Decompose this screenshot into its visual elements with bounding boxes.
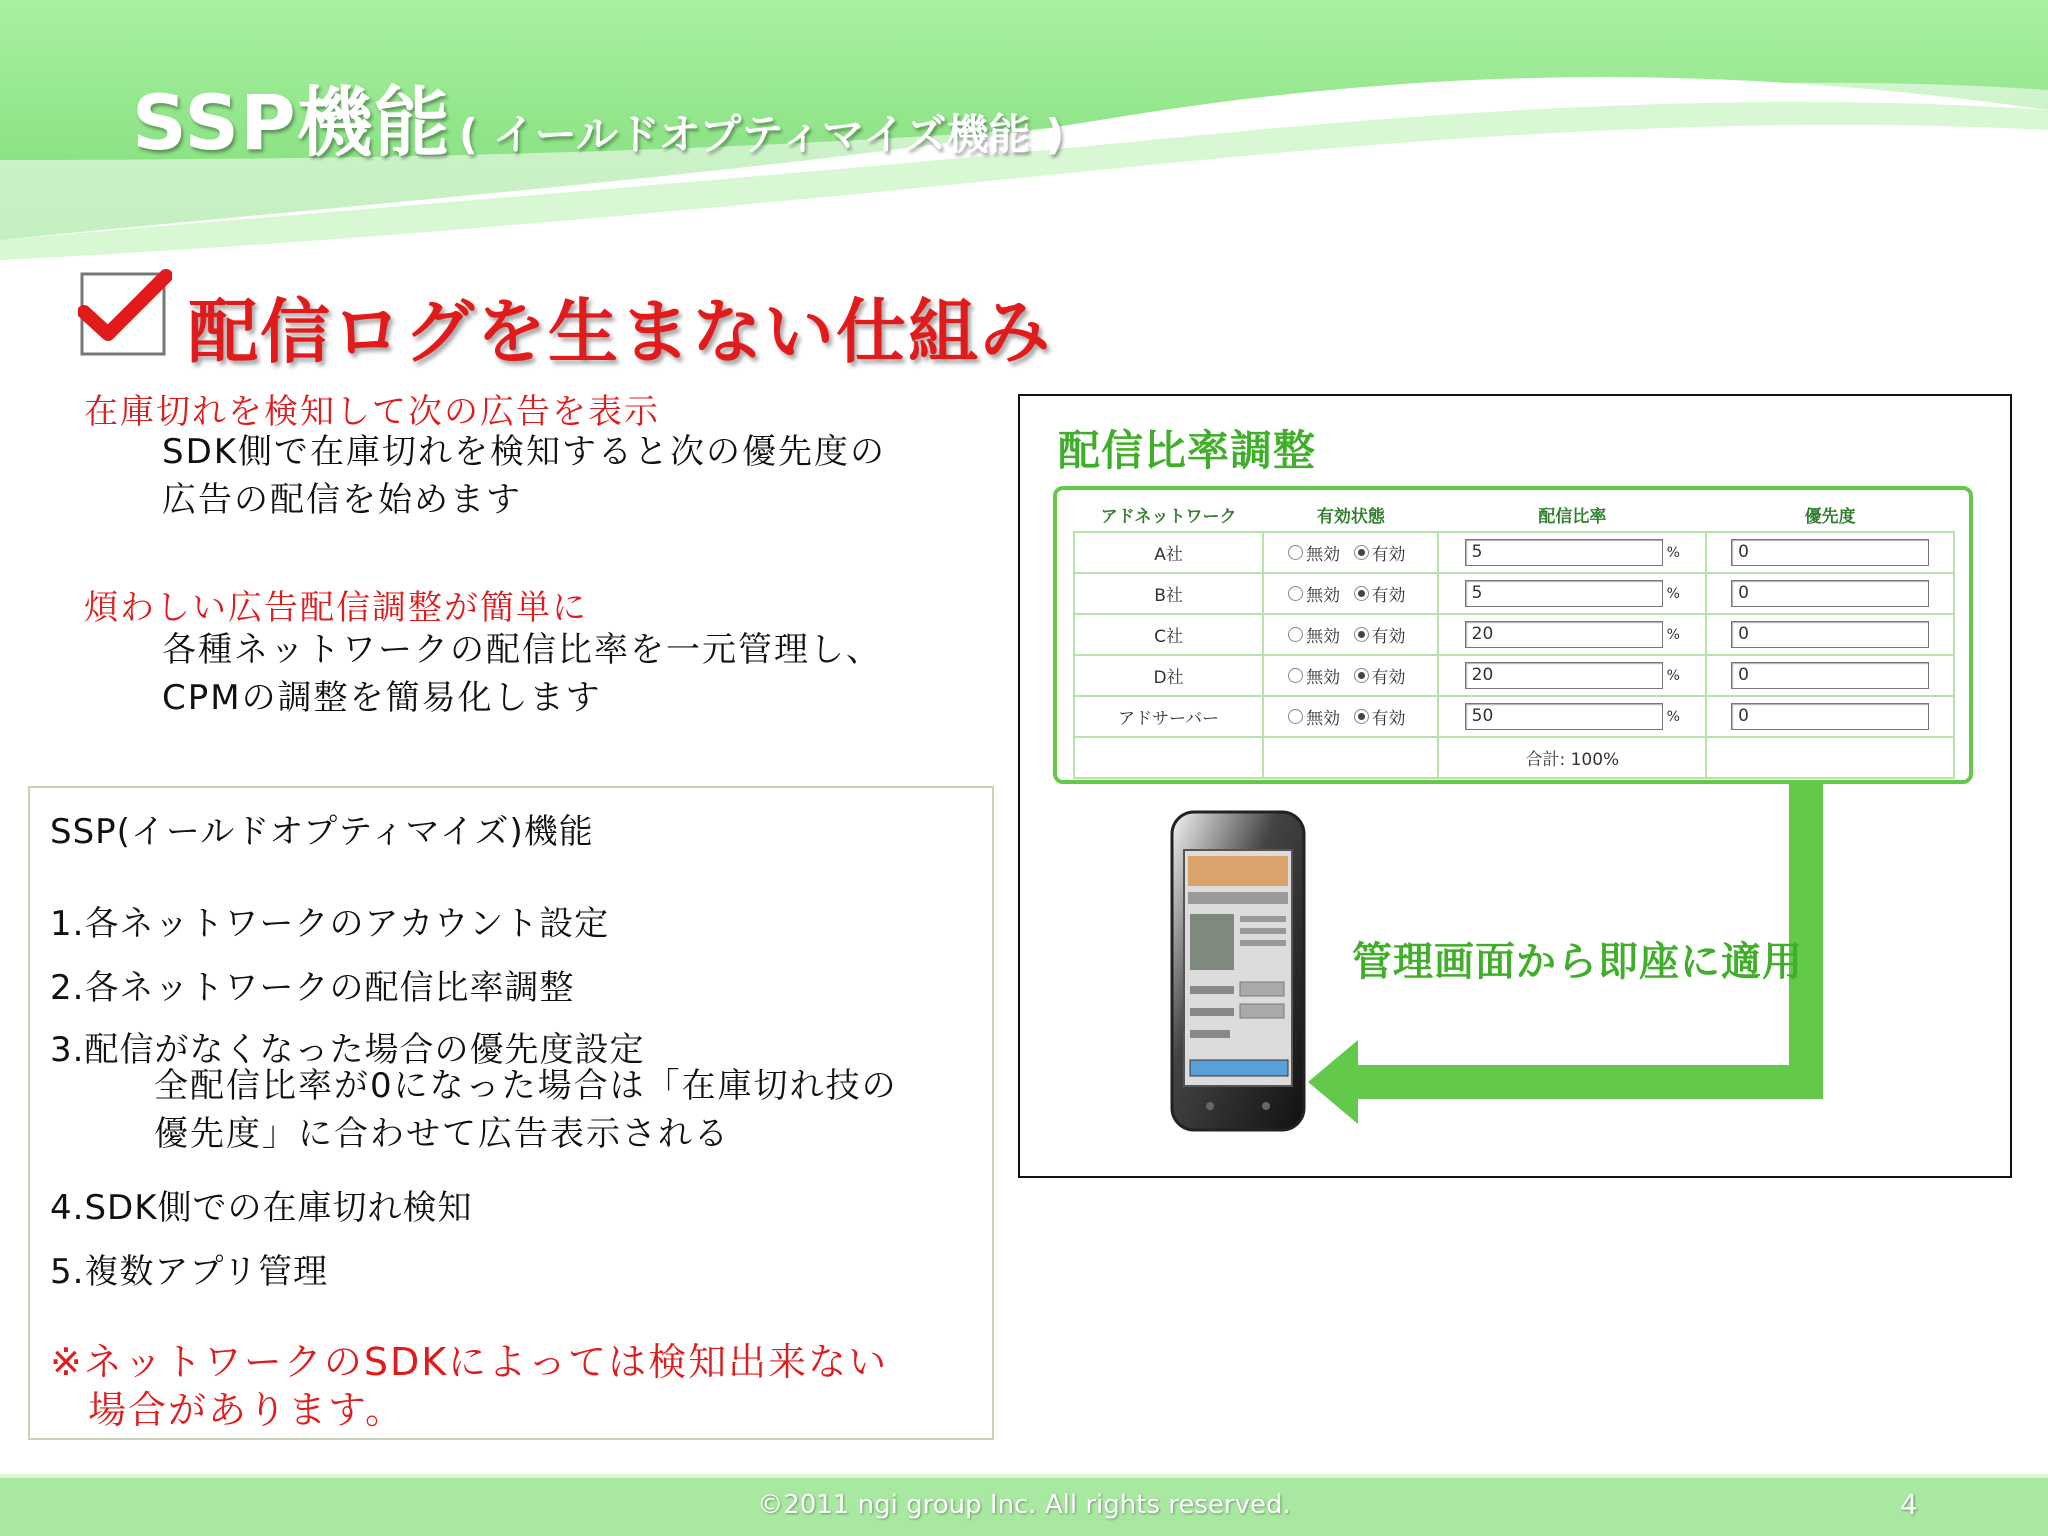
empty-cell bbox=[1074, 737, 1263, 778]
point-1-title: 在庫切れを検知して次の広告を表示 bbox=[84, 392, 660, 432]
table-header-row bbox=[1074, 498, 1954, 532]
ratio-cell bbox=[1438, 573, 1706, 614]
slide-title-main: SSP機能 bbox=[132, 78, 451, 167]
network-name: C社 bbox=[1074, 614, 1263, 655]
column-header-priority: 優先度 bbox=[1804, 507, 1856, 527]
radio-enabled[interactable] bbox=[1354, 668, 1369, 683]
network-name: A社 bbox=[1074, 532, 1263, 573]
status-radio-group bbox=[1263, 573, 1438, 614]
feature-item-3-detail-line-1: 全配信比率が0になった場合は「在庫切れ技の bbox=[154, 1066, 898, 1106]
radio-disabled[interactable] bbox=[1288, 545, 1303, 560]
priority-input[interactable]: 0 bbox=[1731, 539, 1929, 566]
slide-title-sub: ( イールドオプティマイズ機能 ) bbox=[458, 110, 1065, 159]
radio-enabled[interactable] bbox=[1354, 545, 1369, 560]
radio-disabled-label: 無効 bbox=[1306, 586, 1341, 606]
table-row bbox=[1074, 614, 1954, 655]
radio-enabled[interactable] bbox=[1354, 709, 1369, 724]
radio-disabled-label: 無効 bbox=[1306, 668, 1341, 688]
footer bbox=[0, 1474, 2048, 1536]
feature-note-line-2: 場合があります。 bbox=[88, 1388, 405, 1432]
point-1-line-2: 広告の配信を始めます bbox=[162, 480, 522, 520]
point-1-line-1: SDK側で在庫切れを検知すると次の優先度の bbox=[162, 432, 887, 472]
network-name: D社 bbox=[1074, 655, 1263, 696]
radio-enabled[interactable] bbox=[1354, 586, 1369, 601]
point-2-line-2: CPMの調整を簡易化します bbox=[162, 678, 602, 718]
radio-disabled[interactable] bbox=[1288, 627, 1303, 642]
screenshot-panel bbox=[1018, 394, 2012, 1178]
table-row bbox=[1074, 696, 1954, 737]
page-number: 4 bbox=[1900, 1488, 1918, 1521]
percent-label: % bbox=[1666, 626, 1680, 643]
radio-disabled-label: 無効 bbox=[1306, 709, 1341, 729]
radio-enabled[interactable] bbox=[1354, 627, 1369, 642]
point-2-title: 煩わしい広告配信調整が簡単に bbox=[84, 588, 588, 628]
priority-cell bbox=[1706, 696, 1954, 737]
priority-input[interactable]: 0 bbox=[1731, 703, 1929, 730]
checkmark-icon bbox=[78, 268, 172, 358]
feature-item-3: 3.配信がなくなった場合の優先度設定 bbox=[50, 1030, 645, 1070]
feature-item-3-detail-line-2: 優先度」に合わせて広告表示される bbox=[154, 1114, 730, 1154]
ratio-input[interactable]: 5 bbox=[1465, 539, 1663, 566]
priority-input[interactable]: 0 bbox=[1731, 580, 1929, 607]
ratio-input[interactable]: 5 bbox=[1465, 580, 1663, 607]
feature-note-line-1: ※ネットワークのSDKによっては検知出来ない bbox=[50, 1340, 889, 1384]
column-header-network: アドネットワーク bbox=[1100, 507, 1237, 527]
status-radio-group bbox=[1263, 696, 1438, 737]
column-header-ratio: 配信比率 bbox=[1538, 507, 1607, 527]
status-radio-group bbox=[1263, 614, 1438, 655]
slide-title bbox=[132, 62, 1065, 167]
radio-enabled-label: 有効 bbox=[1371, 668, 1406, 688]
apply-label: 管理画面から即座に適用 bbox=[1352, 939, 1803, 985]
table-row bbox=[1074, 573, 1954, 614]
table-row bbox=[1074, 532, 1954, 573]
priority-input[interactable]: 0 bbox=[1731, 662, 1929, 689]
empty-cell bbox=[1263, 737, 1438, 778]
ratio-cell bbox=[1438, 655, 1706, 696]
feature-note bbox=[50, 1338, 888, 1434]
table-total-row bbox=[1074, 737, 1954, 778]
copyright-text: ©2011 ngi group Inc. All rights reserved. bbox=[757, 1490, 1291, 1520]
radio-disabled[interactable] bbox=[1288, 586, 1303, 601]
status-radio-group bbox=[1263, 655, 1438, 696]
priority-cell bbox=[1706, 532, 1954, 573]
ratio-cell bbox=[1438, 696, 1706, 737]
network-name: アドサーバー bbox=[1074, 696, 1263, 737]
total-ratio: 合計: 100% bbox=[1438, 737, 1706, 778]
feature-box bbox=[28, 786, 994, 1440]
percent-label: % bbox=[1666, 667, 1680, 684]
feature-item-4: 4.SDK側での在庫切れ検知 bbox=[50, 1188, 473, 1228]
percent-label: % bbox=[1666, 708, 1680, 725]
ratio-panel-title: 配信比率調整 bbox=[1058, 426, 1317, 475]
radio-enabled-label: 有効 bbox=[1371, 545, 1406, 565]
table-row bbox=[1074, 655, 1954, 696]
ratio-input[interactable]: 50 bbox=[1465, 703, 1663, 730]
feature-item-2: 2.各ネットワークの配信比率調整 bbox=[50, 968, 575, 1008]
ratio-settings-frame bbox=[1053, 486, 1973, 784]
main-heading: 配信ログを生まない仕組み bbox=[188, 291, 1052, 373]
percent-label: % bbox=[1666, 544, 1680, 561]
ratio-table bbox=[1073, 498, 1955, 779]
radio-enabled-label: 有効 bbox=[1371, 586, 1406, 606]
column-header-status: 有効状態 bbox=[1316, 507, 1385, 527]
point-1-body bbox=[162, 428, 886, 524]
feature-item-5: 5.複数アプリ管理 bbox=[50, 1252, 329, 1292]
feature-box-title: SSP(イールドオプティマイズ)機能 bbox=[50, 812, 594, 852]
priority-input[interactable]: 0 bbox=[1731, 621, 1929, 648]
status-radio-group bbox=[1263, 532, 1438, 573]
ratio-input[interactable]: 20 bbox=[1465, 662, 1663, 689]
radio-disabled-label: 無効 bbox=[1306, 545, 1341, 565]
point-2-body bbox=[162, 626, 882, 722]
ratio-cell bbox=[1438, 532, 1706, 573]
radio-disabled-label: 無効 bbox=[1306, 627, 1341, 647]
radio-disabled[interactable] bbox=[1288, 709, 1303, 724]
empty-cell bbox=[1706, 737, 1954, 778]
radio-disabled[interactable] bbox=[1288, 668, 1303, 683]
network-name: B社 bbox=[1074, 573, 1263, 614]
ratio-cell bbox=[1438, 614, 1706, 655]
ratio-input[interactable]: 20 bbox=[1465, 621, 1663, 648]
smartphone-icon bbox=[1170, 810, 1306, 1132]
feature-item-1: 1.各ネットワークのアカウント設定 bbox=[50, 904, 610, 944]
point-2-line-1: 各種ネットワークの配信比率を一元管理し、 bbox=[162, 630, 882, 670]
feature-item-3-detail bbox=[154, 1062, 898, 1158]
percent-label: % bbox=[1666, 585, 1680, 602]
priority-cell bbox=[1706, 573, 1954, 614]
radio-enabled-label: 有効 bbox=[1371, 709, 1406, 729]
priority-cell bbox=[1706, 614, 1954, 655]
radio-enabled-label: 有効 bbox=[1371, 627, 1406, 647]
priority-cell bbox=[1706, 655, 1954, 696]
